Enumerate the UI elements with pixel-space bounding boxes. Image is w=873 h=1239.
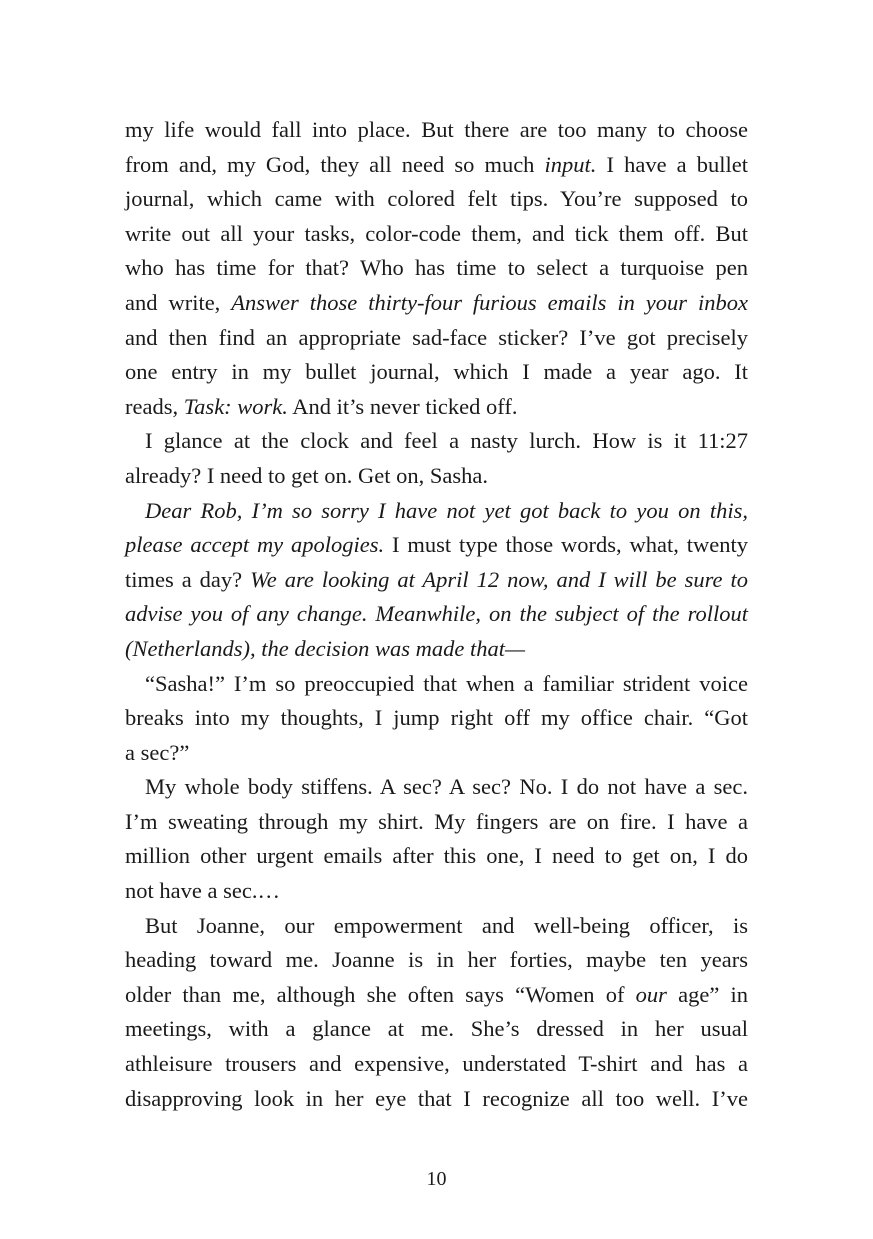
text-line xyxy=(125,632,748,667)
text-segment: age” in xyxy=(666,981,748,1007)
text-segment: I’m sweating through my shirt. My fingers are on fire. I have a xyxy=(125,808,748,834)
text-segment: “Sasha!” I’m so preoccupied that when a familiar strident voice xyxy=(145,670,748,696)
text-segment: one entry in my bullet journal, which I made a year ago. It xyxy=(125,359,748,385)
italic-text: Task: work. xyxy=(183,393,288,419)
text-line xyxy=(125,182,748,217)
text-segment: meetings, with a glance at me. She’s dressed in her usual xyxy=(125,1016,748,1042)
text-line xyxy=(125,1012,748,1047)
text-segment: reads, xyxy=(125,393,184,419)
text-line xyxy=(125,770,748,805)
text-line xyxy=(125,321,748,356)
text-segment: disapproving look in her eye that I recognize all too well. I’ve xyxy=(125,1085,748,1111)
text-segment: million other urgent emails after this one, I need to get on, I do xyxy=(125,843,748,869)
text-line xyxy=(125,217,748,252)
text-line xyxy=(125,874,748,909)
text-segment: already? I need to get on. Get on, Sasha. xyxy=(125,462,488,488)
text-segment: my life would fall into place. But there are too many to choose xyxy=(125,117,748,142)
text-line xyxy=(125,667,748,702)
text-line xyxy=(125,563,748,598)
text-line xyxy=(125,286,748,321)
text-line xyxy=(125,528,748,563)
italic-text: (Netherlands), the decision was made that— xyxy=(125,635,525,661)
italic-text: our xyxy=(635,981,667,1007)
text-line xyxy=(125,355,748,390)
text-line xyxy=(125,1082,748,1117)
text-line xyxy=(125,148,748,183)
italic-text: input. xyxy=(544,151,597,177)
italic-text: Dear Rob, I’m so sorry I have not yet got back to you on this, xyxy=(145,497,748,523)
text-line xyxy=(125,1047,748,1082)
text-segment: I must type those words, what, twenty xyxy=(384,532,748,558)
text-segment: heading toward me. Joanne is in her forties, maybe ten years xyxy=(125,947,748,973)
text-line xyxy=(125,805,748,840)
text-line xyxy=(125,943,748,978)
text-segment: and write, xyxy=(125,289,232,315)
text-segment: But Joanne, our empowerment and well-being officer, is xyxy=(145,912,748,938)
italic-text: advise you of any change. Meanwhile, on the subject of the rollout xyxy=(125,601,748,627)
text-line xyxy=(125,494,748,529)
text-segment: not have a sec.… xyxy=(125,878,280,904)
text-line xyxy=(125,909,748,944)
text-segment: and then find an appropriate sad-face sticker? I’ve got precisely xyxy=(125,324,748,350)
text-line xyxy=(125,701,748,736)
text-segment: My whole body stiffens. A sec? A sec? No. I do not have a sec. xyxy=(145,774,748,800)
italic-text: please accept my apologies. xyxy=(125,532,385,558)
text-segment: who has time for that? Who has time to select a turquoise pen xyxy=(125,255,748,281)
text-segment: breaks into my thoughts, I jump right off my office chair. “Got xyxy=(125,705,748,731)
italic-text: We are looking at April 12 now, and I will be sure to xyxy=(250,566,748,592)
text-line xyxy=(125,978,748,1013)
text-segment: write out all your tasks, color-code them, and tick them off. But xyxy=(125,220,748,246)
text-line xyxy=(125,736,748,771)
text-segment: I glance at the clock and feel a nasty lurch. How is it 11:27 xyxy=(145,428,748,454)
text-segment: athleisure trousers and expensive, understated T-shirt and has a xyxy=(125,1051,748,1077)
body-text xyxy=(125,113,748,1116)
text-line xyxy=(125,459,748,494)
text-segment: from and, my God, they all need so much xyxy=(125,151,545,177)
text-line xyxy=(125,597,748,632)
text-line xyxy=(125,390,748,425)
text-line xyxy=(125,839,748,874)
italic-text: Answer those thirty-four furious emails in your inbox xyxy=(231,289,749,315)
text-segment: journal, which came with colored felt tips. You’re supposed to xyxy=(125,186,748,212)
text-line xyxy=(125,251,748,286)
text-segment: I have a bullet xyxy=(596,151,748,177)
text-segment: times a day? xyxy=(125,566,251,592)
text-segment: And it’s never ticked off. xyxy=(287,393,518,419)
page-number: 10 xyxy=(426,1168,447,1190)
text-segment: a sec?” xyxy=(125,739,190,765)
text-line xyxy=(125,424,748,459)
text-segment: older than me, although she often says “Women of xyxy=(125,981,636,1007)
text-line xyxy=(125,113,748,148)
